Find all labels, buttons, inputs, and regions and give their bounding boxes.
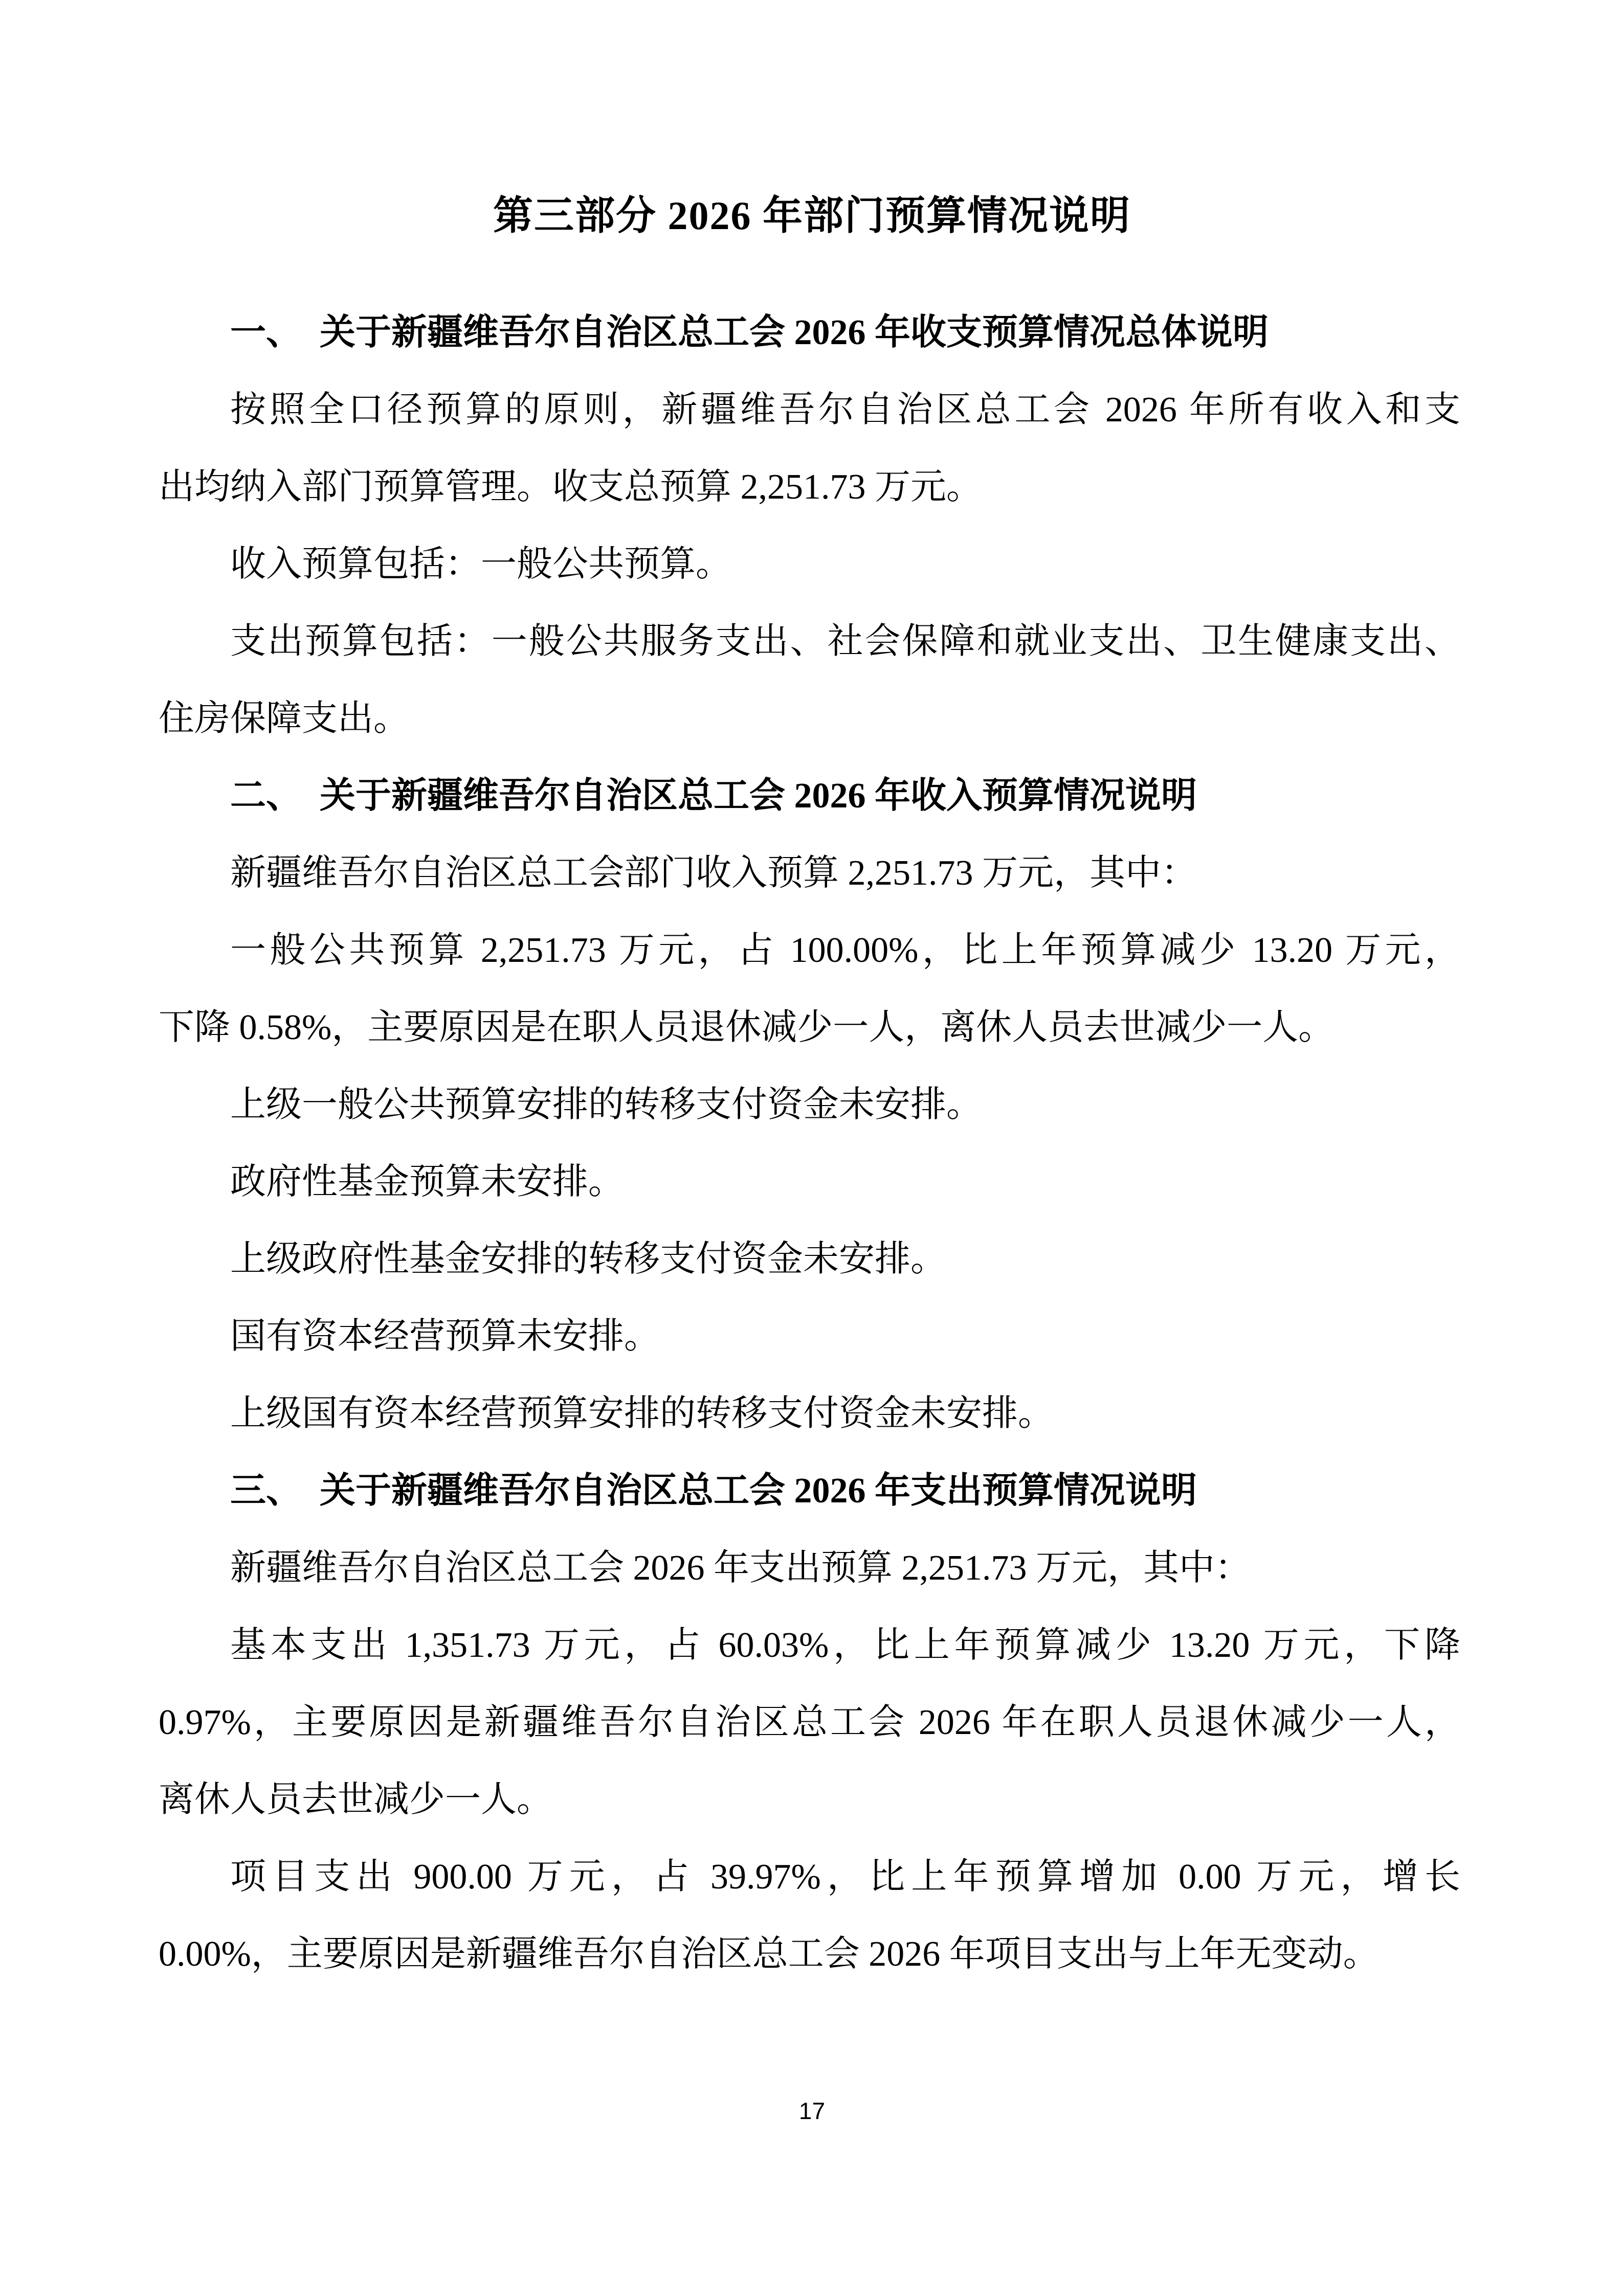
paragraph-line: 基本支出 1,351.73 万元，占 60.03%，比上年预算减少 13.20 万元，下降 (230, 1626, 1460, 1665)
paragraph-line: 住房保障支出。 (159, 699, 409, 738)
paragraph-line: 上级政府性基金安排的转移支付资金未安排。 (230, 1240, 946, 1279)
paragraph-line: 收入预算包括：一般公共预算。 (230, 545, 731, 584)
paragraph-line: 支出预算包括：一般公共服务支出、社会保障和就业支出、卫生健康支出、 (230, 622, 1460, 661)
section-2-heading: 二、 关于新疆维吾尔自治区总工会 2026 年收入预算情况说明 (230, 776, 1197, 816)
document-body (159, 294, 1460, 1993)
paragraph-line: 上级一般公共预算安排的转移支付资金未安排。 (230, 1085, 982, 1124)
paragraph-line: 0.97%，主要原因是新疆维吾尔自治区总工会 2026 年在职人员退休减少一人， (159, 1703, 1460, 1742)
paragraph-line: 出均纳入部门预算管理。收支总预算 2,251.73 万元。 (159, 467, 982, 507)
section-1-heading: 一、 关于新疆维吾尔自治区总工会 2026 年收支预算情况总体说明 (230, 313, 1269, 352)
paragraph-line: 新疆维吾尔自治区总工会部门收入预算 2,251.73 万元，其中： (230, 853, 1197, 893)
paragraph-line: 项目支出 900.00 万元，占 39.97%，比上年预算增加 0.00 万元，增长 (230, 1857, 1460, 1897)
page-number: 17 (798, 2098, 826, 2124)
paragraph-line: 上级国有资本经营预算安排的转移支付资金未安排。 (230, 1394, 1054, 1433)
paragraph-line: 按照全口径预算的原则，新疆维吾尔自治区总工会 2026 年所有收入和支 (230, 390, 1460, 430)
paragraph-line: 国有资本经营预算未安排。 (230, 1317, 660, 1356)
paragraph-line: 0.00%，主要原因是新疆维吾尔自治区总工会 2026 年项目支出与上年无变动。 (159, 1934, 1379, 1974)
page-title: 第三部分 2026 年部门预算情况说明 (493, 193, 1131, 238)
paragraph-line: 政府性基金预算未安排。 (230, 1162, 624, 1202)
paragraph-line: 离休人员去世减少一人。 (159, 1780, 552, 1819)
paragraph-line: 下降 0.58%，主要原因是在职人员退休减少一人，离休人员去世减少一人。 (159, 1008, 1334, 1047)
section-3-heading: 三、 关于新疆维吾尔自治区总工会 2026 年支出预算情况说明 (230, 1471, 1197, 1511)
paragraph-line: 一般公共预算 2,251.73 万元，占 100.00%，比上年预算减少 13.20 万元， (230, 931, 1460, 970)
paragraph-line: 新疆维吾尔自治区总工会 2026 年支出预算 2,251.73 万元，其中： (230, 1548, 1251, 1588)
